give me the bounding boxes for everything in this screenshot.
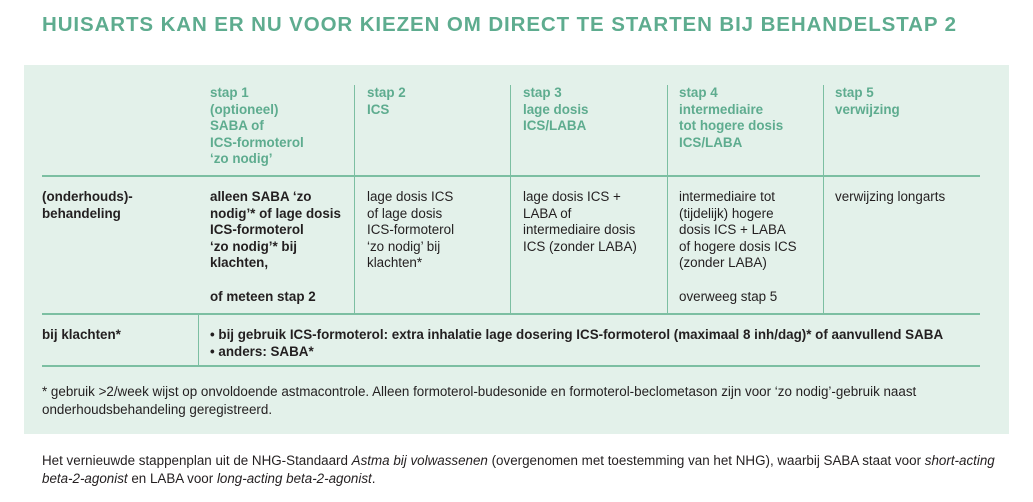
column-divider [823,85,824,175]
column-header-step-3: stap 3 lage dosis ICS/LABA [523,85,589,133]
footnote: * gebruik >2/week wijst op onvoldoende astmacontrole. Alleen formoterol-budesonide en formoterol-beclometason zijn voor ‘zo nodig’-gebruik naast onderhoudsbehandeling geregistreerd. [42,384,917,417]
column-divider [354,85,355,175]
row-divider [42,175,980,177]
cell-step-4-extra: overweeg stap 5 [679,289,778,304]
row-label-complaints: bij klachten* [42,327,121,342]
row-divider [42,313,980,315]
column-divider [510,177,511,313]
page-title: HUISARTS KAN ER NU VOOR KIEZEN OM DIRECT TE STARTEN BIJ BEHANDELSTAP 2 [42,13,957,36]
complaints-bullet-1: • bij gebruik ICS-formoterol: extra inhalatie lage dosering ICS-formoterol (maximaal 8 inh/dag)* of aanvullend SABA [210,327,944,342]
stepplan-table [24,65,1009,434]
figure-caption: Het vernieuwde stappenplan uit de NHG-Standaard Astma bij volwassenen (overgenomen met toestemming van het NHG), waarbij SABA staat voor short-acting beta-2-agonist en LABA voor long-acting beta-2-agonist. [42,453,995,486]
complaints-bullet-2: • anders: SABA* [210,344,314,359]
cell-step-3: lage dosis ICS + LABA of intermediaire dosis ICS (zonder LABA) [523,189,637,254]
column-header-step-1: stap 1 (optioneel) SABA of ICS-formoterol ‘zo nodig’ [210,85,304,166]
column-divider [354,177,355,313]
cell-step-4: intermediaire tot (tijdelijk) hogere dosis ICS + LABA of hogere dosis ICS (zonder LABA) [679,189,797,270]
column-divider [667,85,668,175]
cell-step-5: verwijzing longarts [835,189,946,204]
column-divider [510,85,511,175]
cell-step-2: lage dosis ICS of lage dosis ICS-formoterol ‘zo nodig’ bij klachten* [367,189,455,270]
row-divider [42,365,980,367]
column-header-step-4: stap 4 intermediaire tot hogere dosis ICS/LABA [679,85,784,150]
row-label-maintenance: (onderhouds)- behandeling [42,189,133,221]
column-divider [823,177,824,313]
cell-step-1-extra: of meteen stap 2 [210,289,316,304]
column-header-step-2: stap 2 ICS [367,85,406,117]
column-divider [198,315,199,365]
column-divider [667,177,668,313]
column-header-step-5: stap 5 verwijzing [835,85,900,117]
cell-step-1: alleen SABA ‘zo nodig’* of lage dosis ICS-formoterol ‘zo nodig’* bij klachten, [210,189,341,270]
